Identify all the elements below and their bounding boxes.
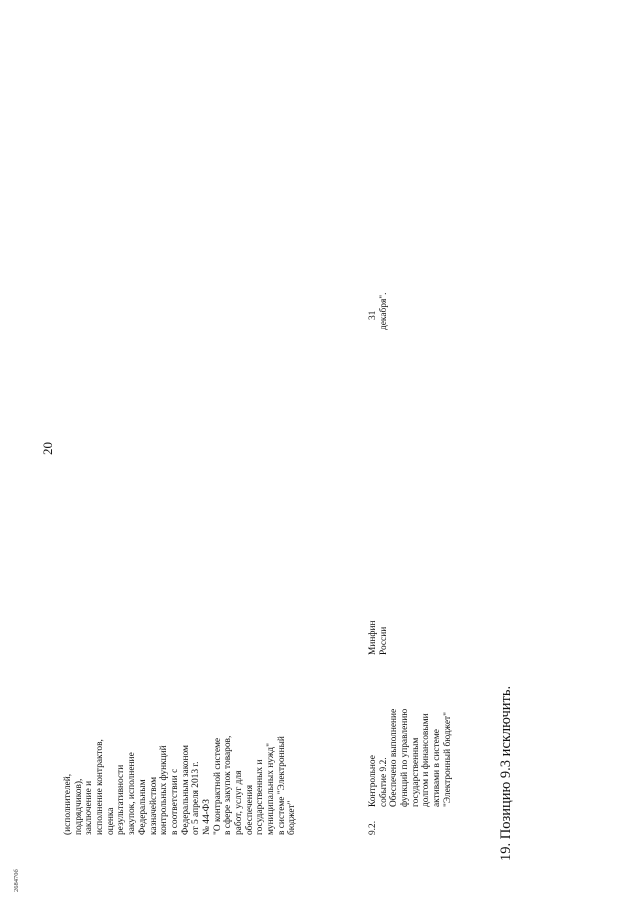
row-description-line: Контрольное: [368, 755, 378, 807]
description-line: результативности: [116, 764, 127, 835]
row-description-line: функций по управлению: [400, 708, 411, 807]
row-description-line: "Электронный бюджет": [442, 712, 453, 807]
page-number: 20: [40, 442, 55, 455]
row-description-line: долгом и финансовыми: [421, 713, 432, 807]
description-line: работ, услуг для: [234, 770, 244, 835]
row-description-line: событие 9.2.: [378, 757, 389, 807]
row-description-line: Обеспечено выполнение: [389, 708, 400, 807]
description-line: казначейством: [148, 776, 159, 835]
description-line: (исполнителей,: [63, 773, 73, 835]
description-line: обеспечения: [244, 784, 255, 835]
row-number: 9.2.: [368, 820, 378, 835]
description-line: заключение и: [84, 780, 95, 835]
description-line: "О контрактной системе: [212, 737, 223, 835]
description-line: Федеральным законом: [180, 745, 191, 835]
description-line: бюджет": [287, 800, 298, 835]
description-line: в системе "Электронный: [276, 736, 287, 835]
description-line: Федеральным: [137, 779, 148, 835]
continued-description: [63, 736, 298, 835]
description-line: контрольных функций: [159, 745, 170, 835]
description-line: в сфере закупок товаров,: [223, 735, 234, 835]
responsible-line: Минфин: [368, 620, 378, 655]
description-line: исполнение контрактов,: [95, 739, 106, 835]
description-line: подрядчиков),: [73, 778, 84, 835]
description-line: закупок, исполнение: [127, 752, 138, 835]
responsible-line: России: [378, 626, 389, 655]
row-responsible: [368, 621, 389, 655]
row-description-line: активами в системе: [432, 729, 443, 807]
row-description-line: государственным: [410, 737, 421, 807]
description-line: муниципальных нужд": [266, 743, 277, 835]
description-line: от 5 апреля 2013 г.: [191, 761, 202, 835]
row-date: [368, 293, 389, 330]
date-line: 31: [368, 310, 378, 320]
row-description: [368, 709, 454, 807]
instruction-text: 19. Позицию 9.3 исключить.: [498, 685, 514, 861]
description-line: государственных и: [255, 759, 266, 835]
description-line: оценка: [105, 807, 116, 835]
date-line: декабря".: [378, 292, 389, 330]
description-line: в соответствии с: [169, 768, 180, 835]
document-id: 268470б: [13, 869, 20, 892]
description-line: № 44-ФЗ: [201, 799, 212, 835]
